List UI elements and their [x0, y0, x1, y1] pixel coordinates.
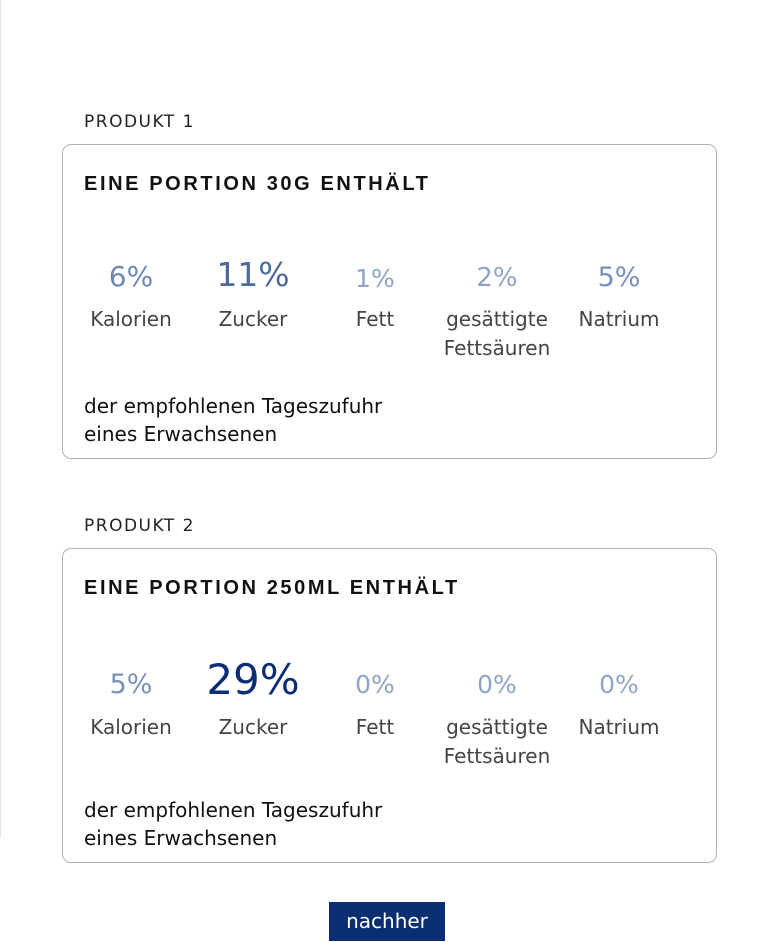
- nutrient-name: Natrium: [578, 307, 660, 331]
- nutrient-name: gesättigte: [446, 715, 548, 739]
- footer-line: der empfohlenen Tageszufuhr: [84, 798, 383, 822]
- nutrient-name: Natrium: [578, 715, 660, 739]
- nutrient-name: Fett: [355, 715, 395, 739]
- nutrient-name: Kalorien: [90, 307, 172, 331]
- nutrient-value: 0%: [599, 670, 639, 699]
- nutrient-value: 0%: [355, 670, 395, 699]
- nutrient-value: 2%: [476, 263, 518, 293]
- footer-line: eines Erwachsenen: [84, 422, 278, 446]
- product-1-card: [62, 144, 717, 459]
- nutrient-value: 5%: [109, 669, 153, 700]
- nutrient-name: Zucker: [218, 715, 288, 739]
- footer-line: eines Erwachsenen: [84, 826, 278, 850]
- product-1-label: PRODUKT 1: [84, 112, 195, 132]
- nutrient-value: 29%: [206, 655, 300, 704]
- nutrient-name: Zucker: [218, 307, 288, 331]
- nutrient-name-line2: Fettsäuren: [443, 336, 551, 360]
- nutrient-value: 5%: [597, 262, 641, 293]
- next-button[interactable]: nachher: [329, 902, 445, 941]
- nutrient-name: Fett: [355, 307, 395, 331]
- footer-line: der empfohlenen Tageszufuhr: [84, 394, 383, 418]
- product-2-card: [62, 548, 717, 863]
- nutrient-name: gesättigte: [446, 307, 548, 331]
- product-2-title: EINE PORTION 250ML ENTHÄLT: [84, 577, 460, 599]
- nutrient-value: 6%: [108, 260, 154, 293]
- product-2-label: PRODUKT 2: [84, 516, 195, 536]
- nutrient-name: Kalorien: [90, 715, 172, 739]
- product-1-footer: [84, 392, 382, 448]
- product-1-title: EINE PORTION 30G ENTHÄLT: [84, 173, 431, 195]
- left-divider: [0, 0, 1, 838]
- product-2-footer: [84, 796, 382, 852]
- nutrient-value: 1%: [355, 264, 395, 293]
- nutrient-name-line2: Fettsäuren: [443, 744, 551, 768]
- nutrient-value: 11%: [216, 255, 290, 294]
- nutrient-value: 0%: [477, 670, 517, 699]
